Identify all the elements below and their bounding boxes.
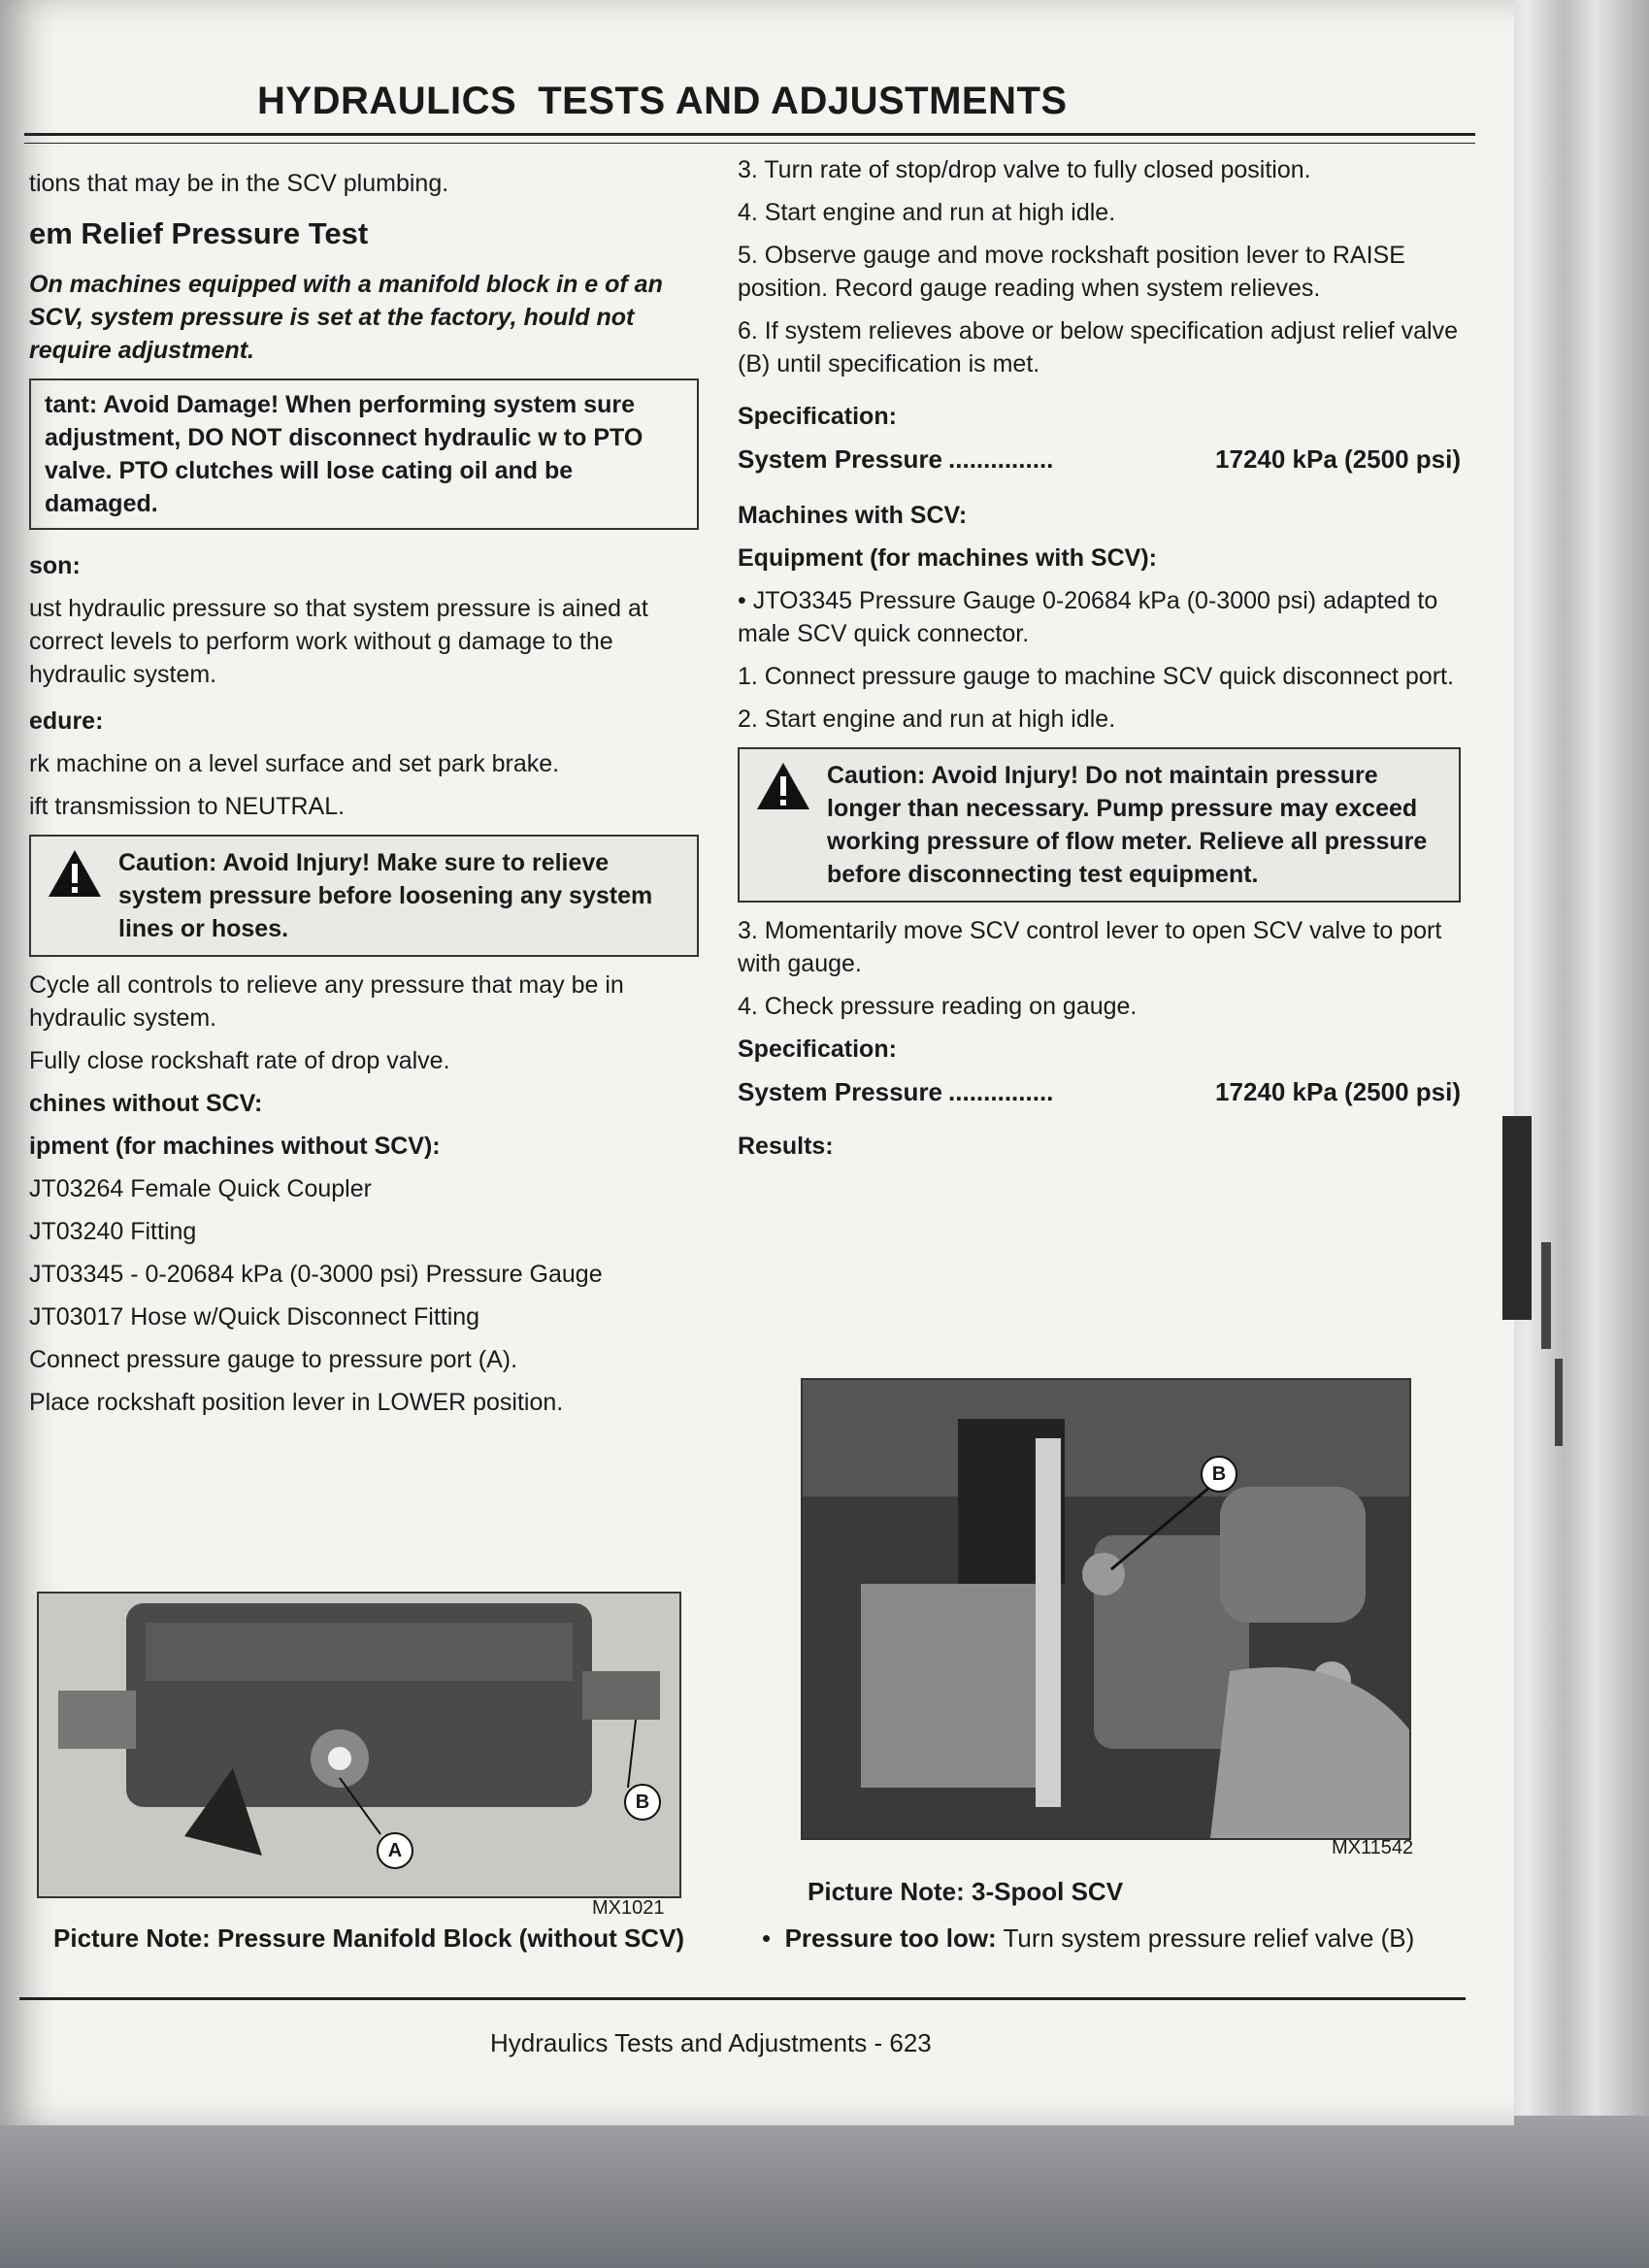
page-header (257, 80, 1089, 123)
spec-dots: ............... (948, 1077, 1054, 1106)
right-column (738, 153, 1461, 1172)
callout-b: B (1201, 1456, 1237, 1493)
figure-code: MX11542 (1332, 1837, 1414, 1858)
step-close-valve: Fully close rockshaft rate of drop valve. (29, 1047, 450, 1074)
spec-row (738, 443, 1461, 476)
caution-box-right (738, 747, 1461, 903)
picture-note-left: Picture Note: Pressure Manifold Block (without SCV) (53, 1923, 685, 1953)
equipment-label: ipment (for machines without SCV): (29, 1133, 441, 1160)
step-neutral: ift transmission to NEUTRAL. (29, 793, 346, 820)
caution-text: Caution: Avoid Injury! Make sure to relieve system pressure before loosening any system lines or hoses. (118, 849, 653, 942)
spec-row (738, 1075, 1461, 1108)
section-tab-mark (1555, 1359, 1563, 1446)
header-title: TESTS AND ADJUSTMENTS (538, 80, 1068, 122)
scv-equipment-text: JTO3345 Pressure Gauge 0-20684 kPa (0-3000 psi) adapted to male SCV quick connector. (738, 587, 1438, 647)
spec-value: 17240 kPa (2500 psi) (1215, 444, 1461, 474)
reason-text: ust hydraulic pressure so that system pressure is ained at correct levels to perform work without g damage to the hydraulic system. (29, 595, 648, 688)
pressure-low-note: • Pressure too low: Turn system pressure relief valve (B) (762, 1923, 1415, 1953)
machines-without-scv-label: chines without SCV: (29, 1090, 263, 1117)
results-label: Results: (738, 1133, 834, 1160)
step-place-lever: Place rockshaft position lever in LOWER position. (29, 1389, 564, 1416)
caution-text: Caution: Avoid Injury! Do not maintain pressure longer than necessary. Pump pressure may exceed working pressure of flow meter. Relieve all pressure before disconnecting test equipment. (827, 762, 1428, 888)
equipment-item: JT03240 Fitting (29, 1218, 197, 1245)
step-4: 4. Start engine and run at high idle. (738, 199, 1116, 226)
scv-step-1: 1. Connect pressure gauge to machine SCV quick disconnect port. (738, 663, 1454, 690)
pressure-low-text: Turn system pressure relief valve (B) (1003, 1923, 1415, 1953)
spec-dots: ............... (948, 444, 1054, 474)
equipment-item: JT03264 Female Quick Coupler (29, 1175, 372, 1202)
manifold-block-photo (37, 1592, 681, 1898)
machines-with-scv-label: Machines with SCV: (738, 502, 968, 529)
page-footer: Hydraulics Tests and Adjustments - 623 (490, 2028, 932, 2057)
procedure-label: edure: (29, 707, 104, 735)
caution-box (29, 835, 699, 957)
picture-note-right: Picture Note: 3-Spool SCV (808, 1877, 1124, 1906)
important-box: tant: Avoid Damage! When performing system sure adjustment, DO NOT disconnect hydraulic w to PTO valve. PTO clutches will lose cating oil and be damaged. (29, 378, 699, 530)
reason-label: son: (29, 552, 81, 579)
step-cycle: Cycle all controls to relieve any pressure that may be in hydraulic system. (29, 971, 624, 1032)
pressure-low-label: Pressure too low: (784, 1923, 997, 1953)
left-column (29, 167, 699, 1429)
scv-step-2: 2. Start engine and run at high idle. (738, 706, 1116, 733)
spec-value: 17240 kPa (2500 psi) (1215, 1077, 1461, 1106)
step-5: 5. Observe gauge and move rockshaft position lever to RAISE position. Record gauge reading when system relieves. (738, 242, 1405, 302)
figure-code: MX1021 (592, 1897, 665, 1919)
manifold-illustration (39, 1594, 679, 1896)
spool-scv-photo (801, 1378, 1411, 1840)
spec2-label: Specification: (738, 1035, 897, 1063)
section-tab (1502, 1116, 1532, 1320)
header-rule-thin (24, 143, 1475, 144)
callout-a: A (377, 1832, 413, 1869)
warning-icon (47, 848, 103, 899)
scv-step-4: 4. Check pressure reading on gauge. (738, 993, 1138, 1020)
step-3: 3. Turn rate of stop/drop valve to fully closed position. (738, 156, 1311, 183)
header-rule (24, 133, 1475, 136)
scv-step-3: 3. Momentarily move SCV control lever to open SCV valve to port with gauge. (738, 917, 1442, 977)
factory-note: On machines equipped with a manifold block in e of an SCV, system pressure is set at the factory, hould not require adjustment. (29, 271, 663, 364)
page-bottom-shadow (0, 2116, 1649, 2268)
equipment-item: JT03017 Hose w/Quick Disconnect Fitting (29, 1303, 480, 1331)
spec-name: System Pressure (738, 1077, 943, 1106)
footer-rule (19, 1997, 1466, 2000)
scv-equipment-item: • JTO3345 Pressure Gauge 0-20684 kPa (0-3000 psi) adapted to male SCV quick connector. (738, 587, 1438, 647)
step-connect: Connect pressure gauge to pressure port (A). (29, 1346, 518, 1373)
scv-equipment-label: Equipment (for machines with SCV): (738, 544, 1157, 572)
step-park: rk machine on a level surface and set park brake. (29, 750, 560, 777)
warning-icon (755, 761, 811, 811)
callout-b: B (624, 1784, 661, 1821)
header-section: HYDRAULICS (257, 80, 517, 122)
step-6: 6. If system relieves above or below specification adjust relief valve (B) until specification is met. (738, 317, 1459, 378)
section-heading: em Relief Pressure Test (29, 216, 369, 250)
equipment-item: JT03345 - 0-20684 kPa (0-3000 psi) Pressure Gauge (29, 1261, 603, 1288)
scv-illustration (803, 1380, 1409, 1838)
spec-name: System Pressure (738, 444, 943, 474)
section-tab-mark (1541, 1242, 1551, 1349)
spec-label: Specification: (738, 403, 897, 430)
intro-text: tions that may be in the SCV plumbing. (29, 170, 449, 197)
